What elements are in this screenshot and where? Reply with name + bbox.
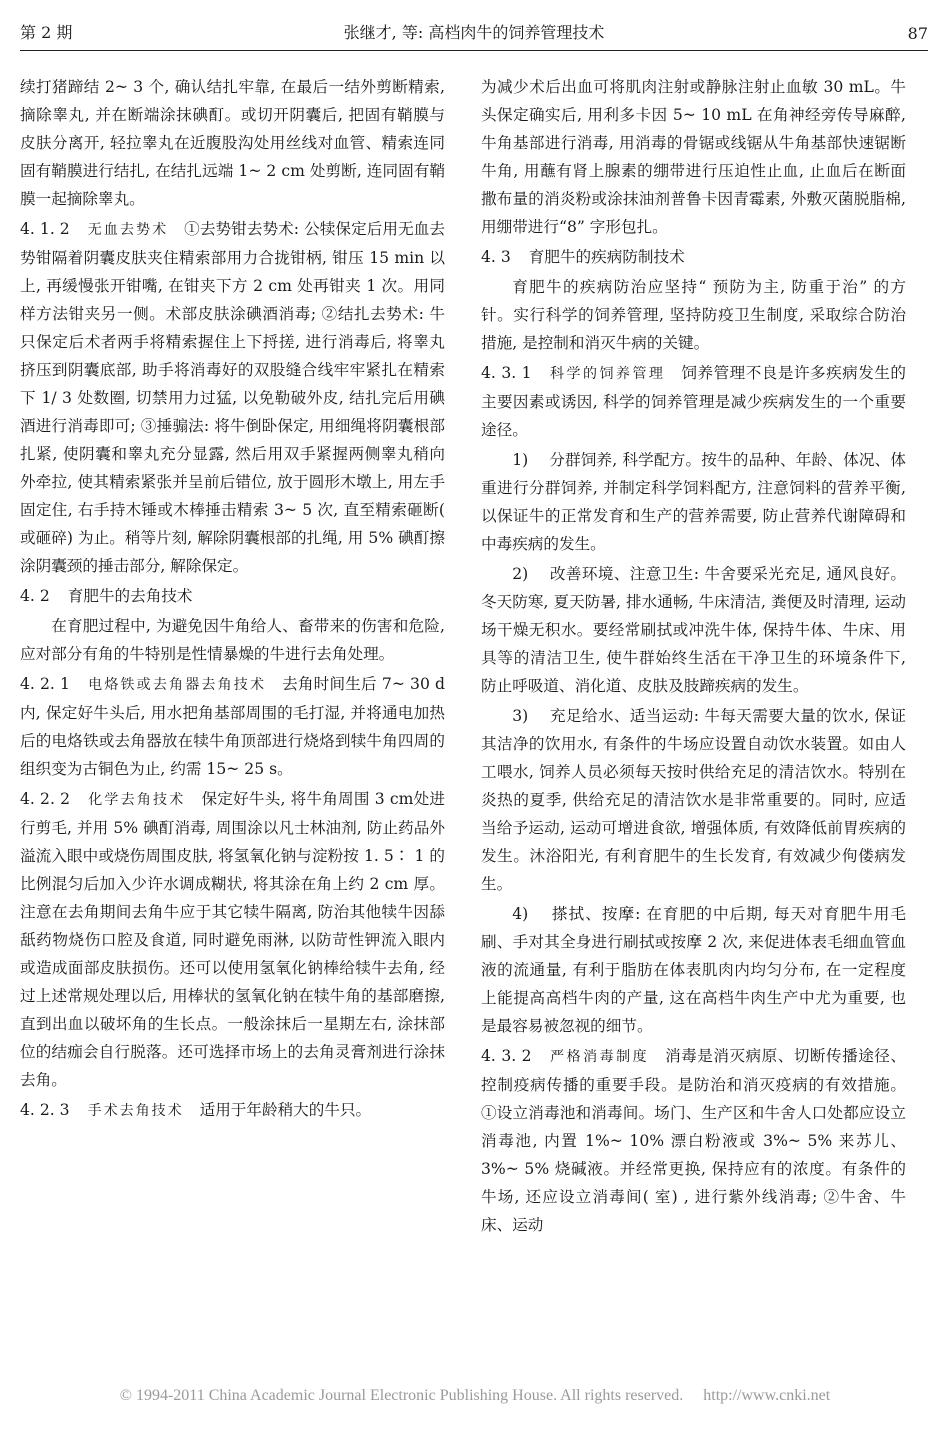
paragraph: 育肥牛的疾病防治应坚持“ 预防为主, 防重于治” 的方针。实行科学的饲养管理, 坚持防疫卫生制度, 采取综合防治措施, 是控制和消灭牛病的关键。 (481, 278, 906, 352)
section-text: 适用于年龄稍大的牛只。 (199, 1101, 372, 1119)
section-4-2-heading (20, 582, 445, 610)
section-heading: 严格消毒制度 (549, 1049, 650, 1065)
section-4-2-3 (20, 1096, 445, 1125)
right-column (481, 73, 906, 1241)
section-4-2-1 (20, 670, 445, 783)
section-number: 4. 2. 2 (20, 790, 71, 808)
issue-label: 第 2 期 (20, 23, 73, 42)
article-running-title: 张继才, 等: 高档肉牛的饲养管理技术 (343, 23, 605, 42)
section-number: 4. 1. 2 (20, 220, 70, 238)
section-text: 去角时间生后 7~ 30 d 内, 保定好牛头后, 用水把角基部周围的毛打湿, 并将通电加热后的电烙铁或去角器放在犊牛角顶部进行烧烙到犊牛角四周的组织变为古铜色为止, 约需 15~ 25 s。 (20, 675, 445, 778)
section-4-1-2 (20, 215, 445, 580)
section-heading: 科学的饲养管理 (549, 366, 666, 382)
running-header (20, 10, 928, 51)
copyright-footer: © 1994-2011 China Academic Journal Electronic Publishing House. All rights reserved. http://www.cnki.net (119, 1387, 831, 1404)
section-heading: 育肥牛的疾病防制技术 (528, 248, 685, 266)
section-heading: 化学去角技术 (88, 792, 186, 808)
section-heading: 手术去角技术 (87, 1103, 184, 1119)
section-4-3-heading (481, 243, 906, 271)
page-number: 87 (907, 24, 928, 43)
section-heading: 育肥牛的去角技术 (67, 587, 193, 605)
section-text: ①去势钳去势术: 公犊保定后用无血去势钳隔着阴囊皮肤夹住精索部用力合拢钳柄, 钳压 15 min 以上, 再缓慢张开钳嘴, 在钳夹下方 2 cm 处再钳夹 1 次。用同样方法钳夹另一侧。术部皮肤涂碘酒消毒; ②结扎去势术: 牛只保定后术者两手将精索握住上下捋搓, 进行消毒后, 将睾丸挤压到阴囊底部, 助手将消毒好的双股缝合线牢牢紧扎在精索下 1/ 3 处数圈, 切禁用力过猛, 以免勒破外皮, 结扎完后用碘酒进行消毒即可; ③捶骟法: 将牛倒卧保定, 用细绳将阴囊根部扎紧, 使阴囊和睾丸充分显露, 然后用双手紧握两侧睾丸稍向外牵拉, 使其精索紧张并呈前后错位, 放于圆形木墩上, 用左手固定住, 右手持木锤或木棒捶击精索 3~ 5 次, 直至精索砸断( 或砸碎) 为止。稍等片刻, 解除阴囊根部的扎绳, 用 5% 碘酊擦涂阴囊颈的捶击部分, 解除保定。 (20, 220, 445, 575)
paragraph: 在育肥过程中, 为避免因牛角给人、畜带来的伤害和危险, 应对部分有角的牛特别是性情暴燥的牛进行去角处理。 (20, 617, 445, 663)
section-4-2-2 (20, 785, 445, 1094)
list-item: 1) 分群饲养, 科学配方。按牛的品种、年龄、体况、体重进行分群饲养, 并制定科学饲料配方, 注意饲料的营养平衡, 以保证牛的正常发育和生产的营养需要, 防止营养代谢障碍和中毒疾病的发生。 (481, 451, 906, 553)
section-number: 4. 3. 2 (481, 1047, 532, 1065)
section-number: 4. 3 (481, 248, 511, 266)
list-item: 4) 搽拭、按摩: 在育肥的中后期, 每天对育肥牛用毛刷、手对其全身进行刷拭或按摩 2 次, 来促进体表毛细血管血液的流通量, 有利于脂肪在体表肌肉内均匀分布, 在一定程度上能提高高档牛肉的产量, 这在高档牛肉生产中尤为重要, 也是最容易被忽视的细节。 (481, 905, 906, 1035)
list-item: 3) 充足给水、适当运动: 牛每天需要大量的饮水, 保证其洁净的饮用水, 有条件的牛场应设置自动饮水装置。如由人工喂水, 饲养人员必须每天按时供给充足的清洁饮水。特别在炎热的夏季, 供给充足的清洁饮水是非常重要的。同时, 应适当给予运动, 运动可增进食欲, 增强体质, 有效降低前胃疾病的发生。沐浴阳光, 有利育肥牛的生长发育, 有效减少佝偻病发生。 (481, 707, 906, 893)
section-4-3-2 (481, 1042, 906, 1239)
section-number: 4. 2. 3 (20, 1101, 70, 1119)
paragraph: 续打猪蹄结 2~ 3 个, 确认结扎牢靠, 在最后一结外剪断精索, 摘除睾丸, 并在断端涂抹碘酊。或切开阴囊后, 把固有鞘膜与皮肤分离开, 轻拉睾丸在近腹股沟处用丝线对血管、精索连同固有鞘膜进行结扎, 在结扎远端 1~ 2 cm 处剪断, 连同固有鞘膜一起摘除睾丸。 (20, 78, 445, 208)
section-heading: 无血去势术 (87, 222, 169, 238)
section-number: 4. 2. 1 (20, 675, 70, 693)
section-4-3-1 (481, 359, 906, 444)
section-heading: 电烙铁或去角器去角技术 (87, 677, 267, 693)
section-text: 饲养管理不良是许多疾病发生的主要因素或诱因, 科学的饲养管理是减少疾病发生的一个重要途径。 (481, 364, 906, 439)
list-item: 2) 改善环境、注意卫生: 牛舍要采光充足, 通风良好。冬天防寒, 夏天防暑, 排水通畅, 牛床清洁, 粪便及时清理, 运动场干燥无积水。要经常刷拭或冲洗牛体, 保持牛体、牛床、用具等的清洁卫生, 使牛群始终生活在干净卫生的环境条件下, 防止呼吸道、消化道、皮肤及肢蹄疾病的发生。 (481, 565, 906, 695)
section-text: 保定好牛头, 将牛角周围 3 cm处进行剪毛, 并用 5% 碘酊消毒, 周围涂以凡士林油剂, 防止药品外溢流入眼中或烧伤周围皮肤, 将氢氧化钠与淀粉按 1. 5∶ 1 的比例混匀后加入少许水调成糊状, 将其涂在角上约 2 cm 厚。注意在去角期间去角牛应于其它犊牛隔离, 防治其他犊牛因舔舐药物烧伤口腔及食道, 同时避免雨淋, 以防苛性钾流入眼内或造成面部皮肤损伤。还可以使用氢氧化钠棒给犊牛去角, 经过上述常规处理以后, 用棒状的氢氧化钠在犊牛角的基部磨擦, 直到出血以破坏角的生长点。一般涂抹后一星期左右, 涂抹部位的结痂会自行脱落。还可选择市场上的去角灵膏剂进行涂抹去角。 (20, 790, 446, 1089)
section-text: 消毒是消灭病原、切断传播途径、控制疫病传播的重要手段。是防治和消灭疫病的有效措施。 ①设立消毒池和消毒间。场门、生产区和牛舍人口处都应设立消毒池, 内置 1%~ 10% 漂白粉液或 3%~ 5% 来苏儿、3%~ 5% 烧碱液。并经常更换, 保持应有的浓度。有条件的牛场, 还应设立消毒间( 室) , 进行紫外线消毒; ②牛舍、牛床、运动 (481, 1047, 906, 1234)
paragraph: 为减少术后出血可将肌肉注射或静脉注射止血敏 30 mL。牛头保定确实后, 用利多卡因 5~ 10 mL 在角神经旁传导麻醉, 牛角基部进行消毒, 用消毒的骨锯或线锯从牛角基部快速锯断牛角, 用蘸有肾上腺素的绷带进行压迫性止血, 止血后在断面撒布量的消炎粉或涂抹油剂普鲁卡因青霉素, 外敷灭菌脱脂棉, 用绷带进行“8” 字形包扎。 (481, 78, 906, 236)
left-column (20, 73, 445, 1127)
section-number: 4. 3. 1 (481, 364, 532, 382)
section-number: 4. 2 (20, 587, 50, 605)
